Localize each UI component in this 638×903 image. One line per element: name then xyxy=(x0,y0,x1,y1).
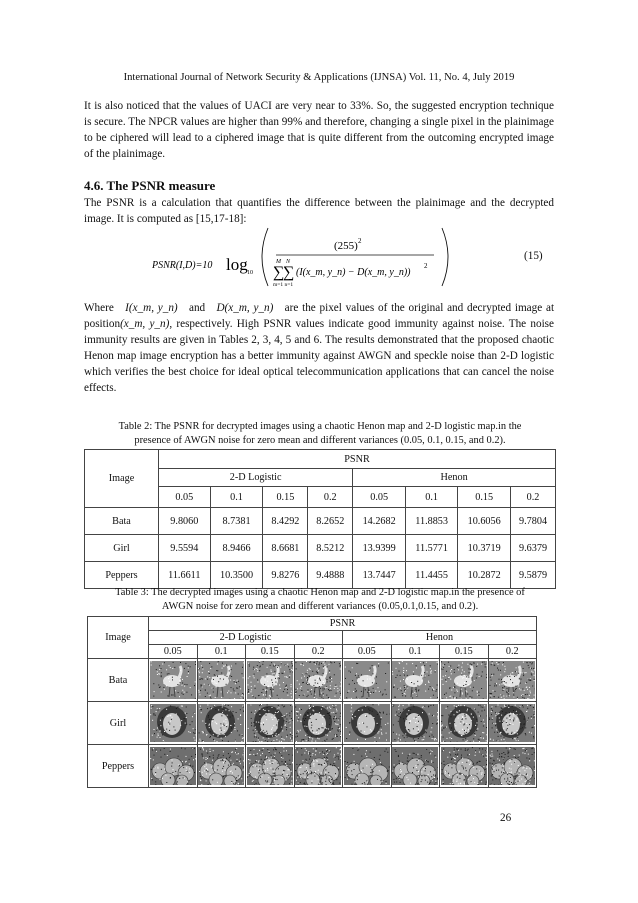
sum-top-m: M xyxy=(276,259,281,265)
sum-top-n: N xyxy=(286,259,291,265)
decrypted-thumbnail xyxy=(392,661,438,699)
table3-group-logistic: 2-D Logistic xyxy=(149,631,343,645)
table2-variance: 0.1 xyxy=(406,487,458,508)
table2-cell: 9.5594 xyxy=(159,535,211,562)
table3-image-cell xyxy=(246,745,295,788)
table3-row-name: Girl xyxy=(88,702,149,745)
decrypted-thumbnail xyxy=(489,661,535,699)
table2-cell: 8.6681 xyxy=(263,535,308,562)
table3-row-name: Peppers xyxy=(88,745,149,788)
decrypted-thumbnail xyxy=(198,704,244,742)
table3-group-henon: Henon xyxy=(343,631,537,645)
table3-image-cell xyxy=(488,659,537,702)
left-paren xyxy=(262,228,268,286)
table2-row-name: Girl xyxy=(85,535,159,562)
i-expression: I(x_m, y_n) xyxy=(125,302,178,314)
table2-cell: 9.4888 xyxy=(308,562,353,589)
table3-image-cell xyxy=(149,702,198,745)
table2-cell: 14.2682 xyxy=(353,508,406,535)
equation-log-base: 10 xyxy=(247,270,253,276)
table3-image-cell xyxy=(197,659,246,702)
table3-variance: 0.05 xyxy=(343,645,392,659)
table2-cell: 9.6379 xyxy=(511,535,556,562)
table3-image-cell xyxy=(246,702,295,745)
table2-cell: 8.2652 xyxy=(308,508,353,535)
table3-image-header: Image xyxy=(88,617,149,659)
decrypted-thumbnail xyxy=(247,747,293,785)
paragraph-psnr-results xyxy=(84,300,554,396)
decrypted-thumbnail xyxy=(198,661,244,699)
table2-variance: 0.05 xyxy=(159,487,211,508)
and-word: and xyxy=(188,302,206,314)
table3-image-cell xyxy=(440,702,489,745)
table3-image-cell xyxy=(294,745,343,788)
table2-variance: 0.2 xyxy=(308,487,353,508)
position-expression: (x_m, y_n) xyxy=(120,318,170,330)
decrypted-thumbnail xyxy=(247,661,293,699)
table3-image-cell xyxy=(391,659,440,702)
table2-cell: 10.3719 xyxy=(458,535,511,562)
table2-row-name: Bata xyxy=(85,508,159,535)
table2-cell: 10.2872 xyxy=(458,562,511,589)
table2-cell: 8.5212 xyxy=(308,535,353,562)
equation-den-exponent: 2 xyxy=(424,262,428,270)
equation-lhs: PSNR(I,D)=10 xyxy=(152,260,213,271)
table2-variance: 0.15 xyxy=(263,487,308,508)
right-paren xyxy=(442,228,448,286)
where-word: Where xyxy=(84,302,114,314)
table2-variance: 0.2 xyxy=(511,487,556,508)
table2-cell: 11.8853 xyxy=(406,508,458,535)
table3-image-cell xyxy=(197,745,246,788)
table-row xyxy=(85,535,556,562)
decrypted-thumbnail xyxy=(441,704,487,742)
table3-image-cell xyxy=(149,659,198,702)
decrypted-thumbnail xyxy=(441,661,487,699)
equation-num-exponent: 2 xyxy=(358,237,362,245)
decrypted-thumbnail xyxy=(295,661,341,699)
table2-cell: 8.7381 xyxy=(210,508,263,535)
table2-row-name: Peppers xyxy=(85,562,159,589)
table3-variance: 0.2 xyxy=(294,645,343,659)
table2-cell: 8.4292 xyxy=(263,508,308,535)
page-number: 26 xyxy=(500,812,512,824)
table2-cell: 8.9466 xyxy=(210,535,263,562)
table-row xyxy=(88,745,537,788)
table2-cell: 11.6611 xyxy=(159,562,211,589)
decrypted-thumbnail xyxy=(441,747,487,785)
table2-cell: 9.8276 xyxy=(263,562,308,589)
decrypted-thumbnail xyxy=(247,704,293,742)
section-heading: 4.6. The PSNR measure xyxy=(84,178,216,193)
table2-group-logistic: 2-D Logistic xyxy=(159,469,353,487)
table3-variance: 0.2 xyxy=(488,645,537,659)
table2-psnr-header: PSNR xyxy=(159,450,556,469)
table3-variance: 0.15 xyxy=(440,645,489,659)
decrypted-thumbnail xyxy=(344,747,390,785)
table3-decrypted-images xyxy=(87,616,537,788)
table-row xyxy=(88,702,537,745)
decrypted-thumbnail xyxy=(344,704,390,742)
table3-variance: 0.05 xyxy=(149,645,198,659)
table3-image-cell xyxy=(440,745,489,788)
table2-cell: 9.5879 xyxy=(511,562,556,589)
decrypted-thumbnail xyxy=(489,747,535,785)
table2-cell: 9.8060 xyxy=(159,508,211,535)
table3-image-cell xyxy=(246,659,295,702)
table2-cell: 11.5771 xyxy=(406,535,458,562)
table3-image-cell xyxy=(294,702,343,745)
decrypted-thumbnail xyxy=(150,747,196,785)
table3-image-cell xyxy=(343,659,392,702)
table3-image-cell xyxy=(343,745,392,788)
paragraph-uaci: It is also noticed that the values of UACI are very near to 33%. So, the suggested encryption technique is secure. The NPCR values are higher than 99% and therefore, changing a single pixel in the plainimage to be ciphered will lead to a ciphered image that is quite different from the outcoming encrypted image of the plainimage. xyxy=(84,100,554,160)
table3-image-cell xyxy=(149,745,198,788)
table-row xyxy=(88,659,537,702)
decrypted-thumbnail xyxy=(150,661,196,699)
table2-variance: 0.1 xyxy=(210,487,263,508)
table2-cell: 10.3500 xyxy=(210,562,263,589)
table2-cell: 13.7447 xyxy=(353,562,406,589)
decrypted-thumbnail xyxy=(198,747,244,785)
table2-cell: 11.4455 xyxy=(406,562,458,589)
table-row xyxy=(85,562,556,589)
decrypted-thumbnail xyxy=(392,704,438,742)
sum-sign-2: ∑ xyxy=(283,264,295,281)
table3-image-cell xyxy=(197,702,246,745)
decrypted-thumbnail xyxy=(295,704,341,742)
table3-image-cell xyxy=(391,702,440,745)
table3-image-cell xyxy=(391,745,440,788)
table2-cell: 13.9399 xyxy=(353,535,406,562)
table3-image-cell xyxy=(440,659,489,702)
table3-variance: 0.1 xyxy=(197,645,246,659)
pixel-values-text: are the pixel values of the original and decrypted image at xyxy=(284,302,555,314)
d-expression: D(x_m, y_n) xyxy=(216,302,274,314)
decrypted-thumbnail xyxy=(150,704,196,742)
decrypted-thumbnail xyxy=(489,704,535,742)
table-row xyxy=(85,508,556,535)
position-word: position xyxy=(84,318,121,330)
table3-image-cell xyxy=(294,659,343,702)
journal-header: International Journal of Network Security & Applications (IJNSA) Vol. 11, No. 4, July 2019 xyxy=(123,72,515,83)
sum-bottom: m=1 n=1 xyxy=(273,282,294,288)
table2-caption: Table 2: The PSNR for decrypted images using a chaotic Henon map and 2-D logistic map.in the presence of AWGN noise for zero mean and different variances (0.05, 0.1, 0.15, and 0.2). xyxy=(118,421,522,446)
equation-log: log xyxy=(226,255,248,274)
paragraph-psnr-intro: The PSNR is a calculation that quantifies the difference between the plainimage and the decrypted image. It is computed as [15,17-18]: xyxy=(84,197,554,225)
table2-image-header: Image xyxy=(85,450,159,508)
table3-image-cell xyxy=(488,745,537,788)
table2-variance: 0.15 xyxy=(458,487,511,508)
decrypted-thumbnail xyxy=(392,747,438,785)
psnr-equation xyxy=(152,224,452,290)
table2-cell: 9.7804 xyxy=(511,508,556,535)
equation-numerator: (255) xyxy=(334,240,358,252)
equation-number: (15) xyxy=(524,250,543,262)
decrypted-thumbnail xyxy=(295,747,341,785)
table3-variance: 0.1 xyxy=(391,645,440,659)
table3-row-name: Bata xyxy=(88,659,149,702)
sum-sign-1: ∑ xyxy=(273,264,285,281)
table3-psnr-header: PSNR xyxy=(149,617,537,631)
table2-psnr xyxy=(84,449,556,589)
table2-variance: 0.05 xyxy=(353,487,406,508)
decrypted-thumbnail xyxy=(344,661,390,699)
table3-variance: 0.15 xyxy=(246,645,295,659)
results-text: , respectively. High PSNR values indicate good immunity against noise. The noise immunity results are given in Tables 2, 3, 4, 5 and 6. The results demonstrated that the proposed chaotic Henon map image encryption has a better immunity against AWGN and speckle noise than 2-D logistic which verifies the best choice for ideal optical telecommunication applications that can cancel the noise effects. xyxy=(84,318,554,394)
table3-image-cell xyxy=(343,702,392,745)
table2-cell: 10.6056 xyxy=(458,508,511,535)
table3-image-cell xyxy=(488,702,537,745)
table2-group-henon: Henon xyxy=(353,469,556,487)
table3-caption: Table 3: The decrypted images using a chaotic Henon map and 2-D logistic map.in the presence of AWGN noise for zero mean and different variances (0.05,0.1,0.15, and 0.2). xyxy=(115,587,525,612)
equation-denominator: (I(x_m, y_n) − D(x_m, y_n)) xyxy=(296,267,411,278)
